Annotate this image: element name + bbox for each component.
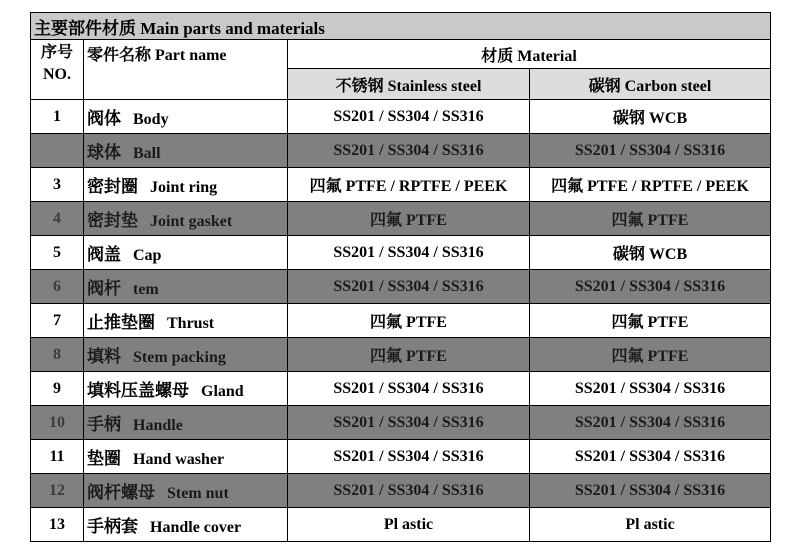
table-row <box>31 134 771 168</box>
part-name-cell <box>84 236 288 270</box>
part-name-cn: 球体 <box>87 143 121 162</box>
row-number: 13 <box>31 508 84 542</box>
header-no <box>31 40 84 100</box>
part-name-cell <box>84 134 288 168</box>
part-name-cell <box>84 440 288 474</box>
part-name-cn: 手柄套 <box>87 517 138 536</box>
table-row <box>31 474 771 508</box>
part-name-en: tem <box>133 281 159 298</box>
carbon-material-cell: Pl astic <box>530 508 771 542</box>
part-name-cell <box>84 100 288 134</box>
part-name-cell <box>84 372 288 406</box>
row-number: 5 <box>31 236 84 270</box>
carbon-material-cell: 四氟 PTFE <box>530 304 771 338</box>
carbon-material-cell: SS201 / SS304 / SS316 <box>530 134 771 168</box>
part-name-cell <box>84 304 288 338</box>
part-name-en: Hand washer <box>133 451 225 468</box>
table-title: 主要部件材质 Main parts and materials <box>31 13 771 40</box>
part-name-cell <box>84 406 288 440</box>
row-number: 10 <box>31 406 84 440</box>
table-row <box>31 338 771 372</box>
carbon-material-cell: 四氟 PTFE <box>530 338 771 372</box>
header-stainless: 不锈钢 Stainless steel <box>288 69 530 100</box>
part-name-cn: 阀杆 <box>87 279 121 298</box>
part-name-cn: 密封垫 <box>87 211 138 230</box>
part-name-cell <box>84 474 288 508</box>
table-body <box>31 100 771 542</box>
part-name-en: Body <box>133 111 169 128</box>
part-name-cell <box>84 270 288 304</box>
stainless-material-cell: 四氟 PTFE / RPTFE / PEEK <box>288 168 530 202</box>
row-number: 7 <box>31 304 84 338</box>
table-row <box>31 100 771 134</box>
row-number: 9 <box>31 372 84 406</box>
part-name-en: Ball <box>133 145 161 162</box>
carbon-material-cell: SS201 / SS304 / SS316 <box>530 406 771 440</box>
stainless-material-cell: Pl astic <box>288 508 530 542</box>
stainless-material-cell: SS201 / SS304 / SS316 <box>288 474 530 508</box>
table-row <box>31 406 771 440</box>
part-name-cell <box>84 168 288 202</box>
table-row <box>31 168 771 202</box>
stainless-material-cell: SS201 / SS304 / SS316 <box>288 134 530 168</box>
stainless-material-cell: 四氟 PTFE <box>288 202 530 236</box>
header-no-en: NO. <box>43 66 71 83</box>
part-name-cn: 止推垫圈 <box>87 313 155 332</box>
table-row <box>31 202 771 236</box>
part-name-en: Stem nut <box>167 485 229 502</box>
row-number: 4 <box>31 202 84 236</box>
row-number <box>31 134 84 168</box>
materials-sheet <box>30 12 770 542</box>
stainless-material-cell: 四氟 PTFE <box>288 338 530 372</box>
row-number: 3 <box>31 168 84 202</box>
stainless-material-cell: SS201 / SS304 / SS316 <box>288 236 530 270</box>
table-row <box>31 236 771 270</box>
part-name-cell <box>84 338 288 372</box>
row-number: 6 <box>31 270 84 304</box>
part-name-en: Joint ring <box>150 179 218 196</box>
header-no-cn: 序号 <box>40 44 73 61</box>
part-name-cn: 密封圈 <box>87 177 138 196</box>
part-name-en: Joint gasket <box>150 213 233 230</box>
part-name-en: Stem packing <box>133 349 226 366</box>
materials-table <box>30 12 771 542</box>
carbon-material-cell: 碳钢 WCB <box>530 236 771 270</box>
row-number: 11 <box>31 440 84 474</box>
carbon-material-cell: SS201 / SS304 / SS316 <box>530 440 771 474</box>
table-row <box>31 304 771 338</box>
part-name-en: Thrust <box>167 315 215 332</box>
part-name-cn: 阀盖 <box>87 245 121 264</box>
table-row <box>31 440 771 474</box>
stainless-material-cell: SS201 / SS304 / SS316 <box>288 372 530 406</box>
part-name-cn: 阀杆螺母 <box>87 483 155 502</box>
table-row <box>31 270 771 304</box>
part-name-cn: 阀体 <box>87 109 121 128</box>
header-carbon: 碳钢 Carbon steel <box>530 69 771 100</box>
part-name-en: Handle <box>133 417 183 434</box>
row-number: 1 <box>31 100 84 134</box>
carbon-material-cell: SS201 / SS304 / SS316 <box>530 474 771 508</box>
header-row-1 <box>31 40 771 69</box>
part-name-cell <box>84 202 288 236</box>
table-row <box>31 508 771 542</box>
part-name-cn: 手柄 <box>87 415 121 434</box>
part-name-cell <box>84 508 288 542</box>
stainless-material-cell: 四氟 PTFE <box>288 304 530 338</box>
table-title-row <box>31 13 771 40</box>
stainless-material-cell: SS201 / SS304 / SS316 <box>288 406 530 440</box>
part-name-en: Gland <box>201 383 244 400</box>
part-name-en: Handle cover <box>150 519 242 536</box>
carbon-material-cell: 四氟 PTFE <box>530 202 771 236</box>
row-number: 8 <box>31 338 84 372</box>
carbon-material-cell: SS201 / SS304 / SS316 <box>530 270 771 304</box>
part-name-en: Cap <box>133 247 162 264</box>
part-name-cn: 垫圈 <box>87 449 121 468</box>
carbon-material-cell: 碳钢 WCB <box>530 100 771 134</box>
stainless-material-cell: SS201 / SS304 / SS316 <box>288 440 530 474</box>
header-material: 材质 Material <box>288 40 771 69</box>
table-row <box>31 372 771 406</box>
part-name-cn: 填料压盖螺母 <box>87 381 189 400</box>
header-part-name: 零件名称 Part name <box>84 40 288 100</box>
row-number: 12 <box>31 474 84 508</box>
carbon-material-cell: SS201 / SS304 / SS316 <box>530 372 771 406</box>
stainless-material-cell: SS201 / SS304 / SS316 <box>288 100 530 134</box>
carbon-material-cell: 四氟 PTFE / RPTFE / PEEK <box>530 168 771 202</box>
part-name-cn: 填料 <box>87 347 121 366</box>
stainless-material-cell: SS201 / SS304 / SS316 <box>288 270 530 304</box>
